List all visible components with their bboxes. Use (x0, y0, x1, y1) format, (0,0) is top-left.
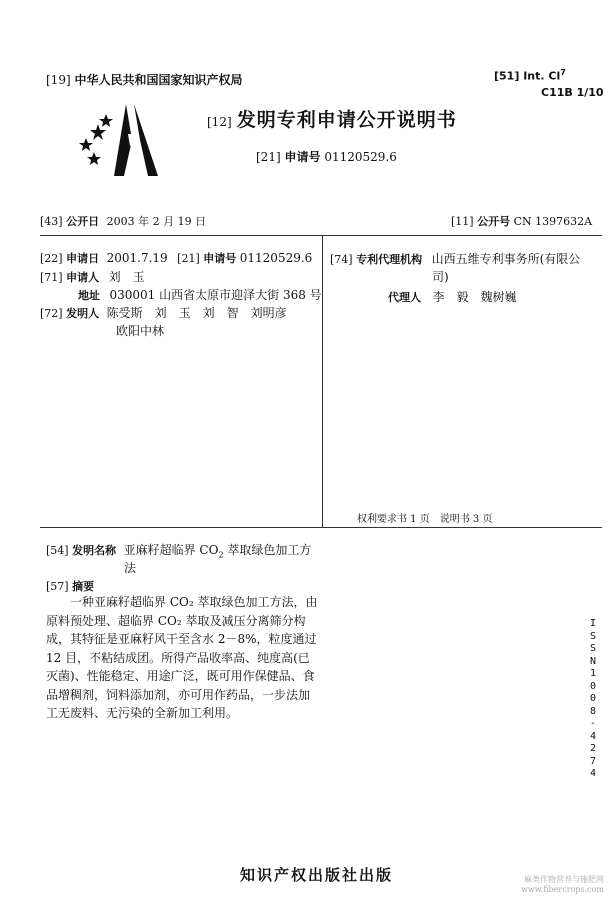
agency-line1: 山西五维专利事务所(有限公 (431, 252, 581, 266)
office-name: 中华人民共和国国家知识产权局 (74, 73, 243, 87)
publication-date (40, 213, 206, 229)
table-bottom-rule (40, 527, 602, 528)
inventor-row (40, 304, 287, 321)
agent-names: 李 毅 魏树巍 (432, 290, 517, 304)
int-cl-version: 7 (560, 68, 566, 77)
applicant-value: 刘 玉 (108, 270, 145, 284)
title-sub: 2 (218, 550, 224, 560)
title-pre: 亚麻籽超临界 CO (123, 543, 219, 557)
abstract-label: 摘要 (72, 580, 95, 593)
abstract-body (46, 593, 317, 723)
pub-no-label: 公开号 (477, 215, 511, 228)
title-post: 萃取绿色加工方 (223, 543, 312, 557)
abstract-code: [57] (46, 580, 69, 593)
title-text (123, 543, 312, 560)
pub-date-label: 公开日 (66, 215, 100, 228)
address-row (78, 286, 322, 303)
agency-line2: 司) (432, 270, 449, 284)
inventor-code: [72] (40, 307, 63, 320)
invention-title-row (46, 541, 311, 559)
invention-title-line2: 法 (124, 561, 137, 575)
inventors-line2: 欧阳中林 (116, 324, 165, 338)
filing-date-row (40, 250, 312, 266)
int-cl-label: Int. Cl (523, 69, 561, 83)
biblio-app-no-label: 申请号 (203, 252, 237, 265)
pub-date-code: [43] (40, 215, 63, 228)
site-watermark: 麻类作物营养与施肥网 www.fibercrops.com (521, 875, 604, 894)
abstract-line: 12 目，不粘结成团。所得产品收率高、纯度高(已 (46, 650, 310, 665)
abstract-line: 成，其特征是亚麻籽风干至含水 2－8%，粒度通过 (46, 632, 317, 646)
office-header (46, 71, 242, 88)
abstract-heading (46, 578, 94, 594)
agency-code: [74] (330, 253, 353, 266)
applicant-row (40, 268, 145, 285)
biblio-app-no-code: [21] (177, 252, 200, 265)
app-no-label: 申请号 (284, 150, 321, 164)
page-count-note: 权利要求书 1 页 说明书 3 页 (357, 514, 493, 525)
pub-no-value: CN 1397632A (513, 215, 593, 228)
doc-type: 发明专利申请公开说明书 (236, 109, 457, 131)
int-cl (494, 68, 566, 83)
address-label: 地址 (78, 289, 100, 302)
int-cl-value: C11B 1/10 (541, 86, 604, 99)
filing-date-value: 2001.7.19 (106, 251, 168, 265)
agency-label: 专利代理机构 (356, 253, 423, 266)
applicant-label: 申请人 (66, 271, 100, 284)
abstract-line: 原料预处理、超临界 CO₂ 萃取及减压分离筛分构 (46, 613, 306, 628)
doc-type-title (207, 105, 457, 132)
title-code: [54] (46, 544, 69, 557)
table-column-divider (322, 235, 323, 527)
publisher-footer: 知识产权出版社出版 (240, 866, 394, 884)
patent-office-emblem-icon (72, 100, 172, 180)
pub-date-value: 2003 年 2 月 19 日 (106, 215, 207, 228)
abstract-line: 灭菌)、性能稳定、用途广泛，既可用作保健品、食 (46, 669, 315, 683)
abstract-line: 工无废料、无污染的全新加工利用。 (46, 706, 239, 720)
office-code: [19] (46, 73, 71, 87)
agent-label: 代理人 (388, 291, 421, 304)
header-application-number (256, 148, 397, 165)
app-no-value: 01120529.6 (324, 150, 397, 164)
pub-no-code: [11] (451, 215, 474, 228)
abstract-line: 品增稠剂，饲料添加剂，亦可用作药品，一步法加 (46, 687, 311, 702)
agency-row (330, 250, 580, 267)
inventor-label: 发明人 (66, 307, 100, 320)
biblio-app-no-value: 01120529.6 (239, 251, 313, 265)
filing-date-label: 申请日 (66, 252, 100, 265)
doc-type-code: [12] (207, 115, 232, 129)
app-no-code: [21] (256, 150, 281, 164)
table-top-rule (40, 235, 602, 236)
publication-number (451, 213, 592, 229)
int-cl-code: [51] (494, 69, 520, 83)
inventors-line1: 陈受斯 刘 玉 刘 智 刘明彦 (106, 306, 287, 320)
issn-side-code: ISSN1008-4274 (589, 618, 599, 779)
abstract-line: 一种亚麻籽超临界 CO₂ 萃取绿色加工方法，由 (46, 595, 318, 609)
applicant-code: [71] (40, 271, 63, 284)
filing-date-code: [22] (40, 252, 63, 265)
title-label: 发明名称 (72, 544, 117, 557)
address-value: 030001 山西省太原市迎泽大街 368 号 (109, 288, 322, 302)
agent-row (388, 288, 517, 305)
